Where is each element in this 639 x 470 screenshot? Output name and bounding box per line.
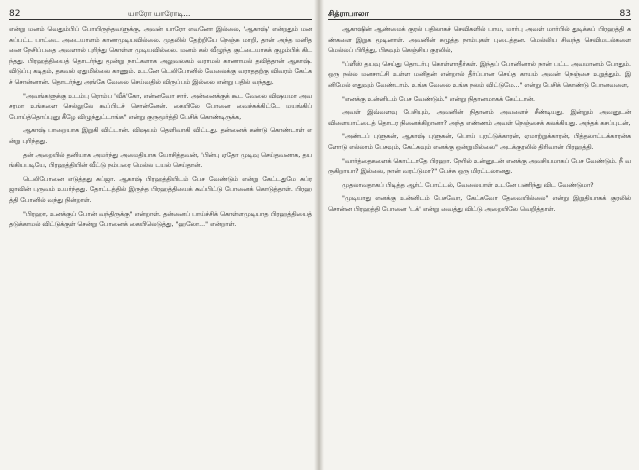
paragraph: "அண்டப் புளுகன், ஆகாஷ் புளுகன், பொய் புரட்டுக்காரன், ஏமாற்றுக்காரன், பித்தலாட்டக்காரன்களோடு எல்லாம் பேசவும், கேட்கவும் எனக்கு ஒன்றுமில்லை" அடக்குரலில் திரிவான் பிரஹத்தி. [328, 133, 631, 151]
paragraph: "எனக்கு உன்னிடம் பேச வேண்டும்." என்று நிதானமாகக் கேட்டான். [342, 95, 536, 103]
paragraph: "முடியாது எனக்கு உன்னிடம் பேசவோ, கேட்கவோ தேவையில்லை" என்று இறுதியாகக் குரலில் சொன்ன பிரஹத்தி போனை 'டக்' என்று வைத்து விட்டு அறையிலே வெறித்தாள். [328, 195, 631, 213]
paragraph: "வார்த்தைகளைக் கொட்டாதே பிரஹா. நேரில் உன்னுடன் எனக்கு அவசியமாகப் பேச வேண்டும். நீ வருகிறாயா? இல்லை, நான் வரட்டுமா?" பேச்சு ஒரு மிரட்டலானது. [328, 157, 631, 176]
paragraph: தன் அறையில் தனியாக அமர்ந்து அமைதியாக யோசித்தவன், 'பின்பு ஏதோ முடிவு செய்தவனாக, தயங்கியபடியே, பிரஹத்தியின் வீட்டு நம்பரை மெல்ல டயல் செய்தான். [9, 151, 312, 170]
page-number: 82 [9, 9, 21, 19]
page-number: 83 [619, 9, 631, 19]
paragraph: ஆகாஷின் ஆண்மைக் குரல் பதிலாகச் செவிகளில் பாய, மார்பு அவள் மார்பில் துடிக்கப் பிரஹத்தி கண்களை இறுக மூடினாள். அவனின் சுழுத்த நாம்புகள் புடைத்தன. மெல்லிய சிவந்த செவிமடல்களை மெல்லப் பிரித்து, பிசுவும் கெஞ்சிய குரலில், [328, 26, 631, 55]
paragraph: "பிரஹா, உனக்குப் போன் வந்திருக்கு" என்றாள். தன்னைப் பாய்ச்சிக் கொள்ளமுடியாத பிரஹத்தியைத் தடுக்காமல் விட்டுக்குள் சென்று போனைக் கையிலெடுத்து, "ஹலோ..." என்றாள். [9, 210, 312, 229]
right-page [318, 0, 639, 470]
running-title: சித்ராபாலா [328, 9, 369, 18]
paragraph: என்று மனம் வெதும்பிப் போயிருந்தவளுக்கு, அவன் யாரோ எவனோ இல்லை, 'ஆகாஷ்' என்றதும் மனசுப்பட்ட பாட்டை அடையாளம் காணமுடியவில்லை. முதலில் தேற்றியே நெஞ்சு மாறி, தான் அந்த மனிதனை நேசிப்பதை அவளால் புரிந்து கொள்ள முடியவில்லை. மனம் கல் வீழுந்த குட்டையாகக் குழம்பிக் கிடந்தது. பிரஹத்தியைத் தொடர்ந்து மூன்று நாட்களாக அலுவலகம் வராமல் காணாமல் தவித்தான் ஆகாஷ். விடுப்பு கடிதம், தகவல் ஏதுமில்லை காணும். உடனே டெலிபோனில் வேலைக்கு வராததற்கு விவரம் கேட்கச் சொன்னான். தொடர்ந்து அங்கே வேலை செய்வதில் விருப்பம் இல்லை என்று பதில் வந்தது. [9, 26, 312, 86]
paragraph: "அவங்களுக்கு உடம்பு ரொம்ப 'வீக்'கோ, என்னவோ சார். அன்னைக்குக் கூட வேலை விஷயமா அவசரமா உங்களை செல்லுலே கூப்பிடச் சொன்னேன். கையிலே போனை வைச்சுக்கிட்டே மயங்கிப் போய்த்தொப்புனு கீழே விழுந்துட்டாங்க" என்று குருமூர்த்தி பேசிக் கொண்டிருக்க, [9, 92, 312, 121]
right-page-body [328, 25, 631, 216]
paragraph: ஆகாஷ் பாறையாக இறுகி விட்டான். விஷயம் தெளிவாகி விட்டது. தன்னைக் கண்டு கொண்டாள் என்று புரிந்தது. [9, 127, 312, 145]
left-page [0, 0, 318, 470]
paragraph: முதலாவதாகப் பிடித்த ஆர்ட் போட்டல், வேலையாள் உடனே பணிந்து விட வேண்டுமா? [342, 181, 594, 189]
paragraph: டெலிபோனை எடுத்தது சுப்ஜா. ஆகாஷ் பிரஹத்தியிடம் பேச வேண்டும் என்று கேட்டதுமே சுப்ரஜாவின் புருவம் உயர்ந்தது. தோட்டத்தில் இருந்த பிரஹத்தியைக் கூப்பிட்டு போனைக் கொடுத்தாள். பிரஹத்தி போனில் வந்து நின்றாள். [9, 175, 312, 204]
running-title: யாரோ யாரோடி... [128, 9, 191, 18]
left-page-body [9, 25, 312, 231]
book-gutter [314, 0, 324, 470]
left-page-header [9, 3, 312, 20]
right-page-header [328, 3, 631, 20]
paragraph: "ப்ளீஸ் தயவு செய்து தொடர்பு கொள்ளாதீர்கள். இந்தப் போனினால் நான் பட்ட அவமானம் போதும். ஒரு நல்ல மனசாட்சி உள்ள மனிதன் என்றால் தீர்ப்பான செய்த காயம் அவன் நெஞ்சை உறுத்தும். இனிமேல் எதுவும் வேண்டாம். உங்க வேலை உங்க நலம் விட்டுமே..." என்று பேசிக் கொண்டு போனவளை, [328, 60, 631, 89]
paragraph: அவள் இவ்வளவு பேசியும், அவனின் நிதானம் அவளைச் சீண்டியது. இன்றும் அவனுடன் விளையாட்டைத் தொடர நினைக்கிறானா? அந்த எண்ணம் அவள் நெஞ்சைக் கலக்கியது. அந்தக் கசப்புடன், [328, 109, 631, 127]
